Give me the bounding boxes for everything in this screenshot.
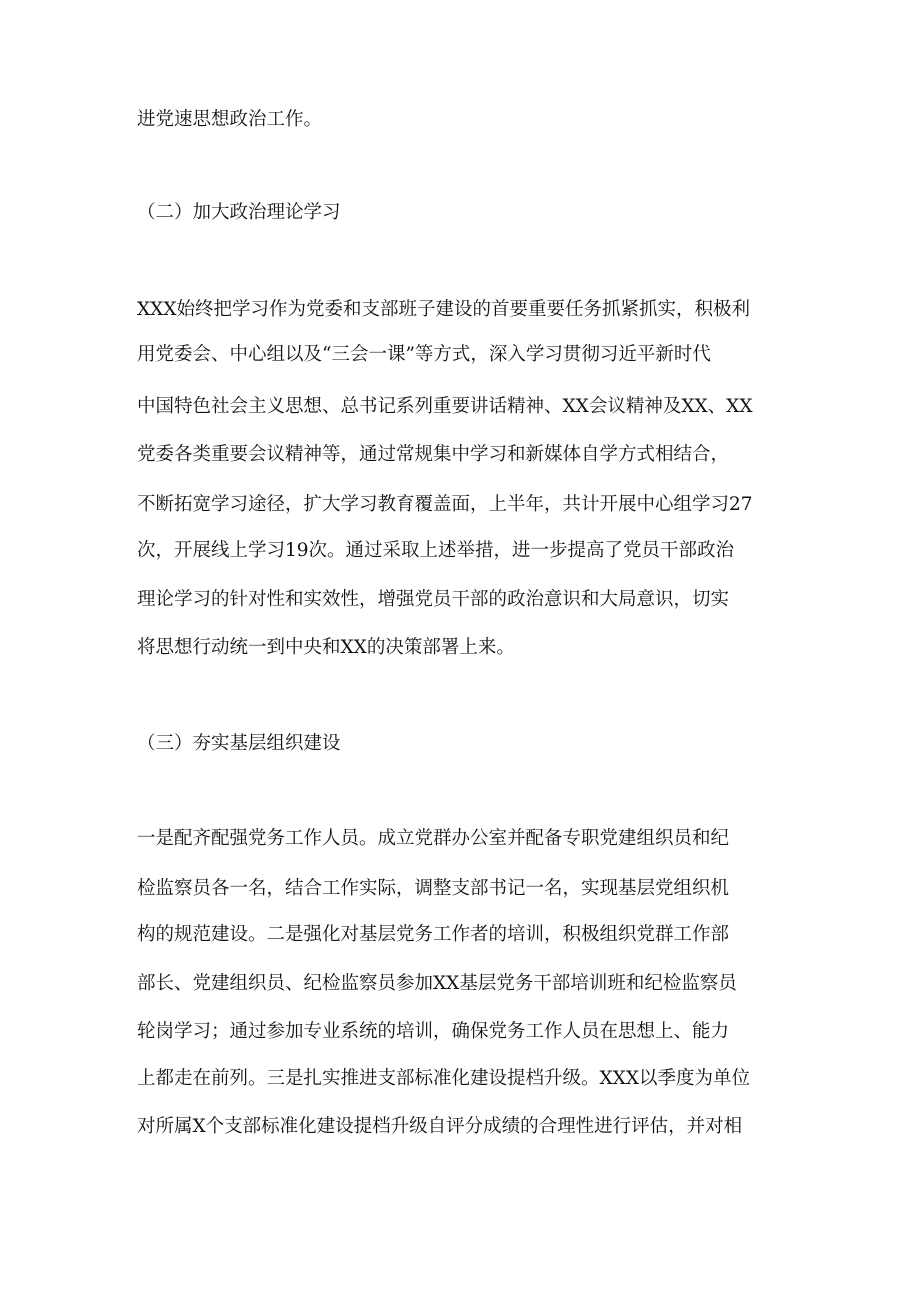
paragraph-line: XXX始终把学习作为党委和支部班子建设的首要重要任务抓紧抓实，积极利 xyxy=(137,299,751,320)
paragraph-line: 将思想行动统一到中央和XX的决策部署上来。 xyxy=(137,637,515,658)
section-2-heading: （二）加大政治理论学习 xyxy=(137,202,341,223)
paragraph-line: 轮岗学习；通过参加专业系统的培训，确保党务工作人员在思想上、能力 xyxy=(137,1021,730,1042)
paragraph-line: 用党委会、中心组以及“三会一课”等方式，深入学习贯彻习近平新时代 xyxy=(137,344,711,365)
intro-paragraph-tail: 进党速思想政治工作。 xyxy=(137,109,323,130)
paragraph-line: 检监察员各一名，结合工作实际，调整支部书记一名，实现基层党组织机 xyxy=(137,878,730,899)
section-3-heading: （三）夯实基层组织建设 xyxy=(137,733,341,754)
paragraph-line: 一是配齐配强党务工作人员。成立党群办公室并配备专职党建组织员和纪 xyxy=(137,828,730,849)
paragraph-line: 上都走在前列。三是扎实推进支部标准化建设提档升级。XXX以季度为单位 xyxy=(137,1068,751,1089)
paragraph-line: 部长、党建组织员、纪检监察员参加XX基层党务干部培训班和纪检监察员 xyxy=(137,973,737,994)
paragraph-line: 次，开展线上学习19次。通过采取上述举措，进一步提高了党员干部政治 xyxy=(137,540,735,561)
paragraph-line: 理论学习的针对性和实效性，增强党员干部的政治意识和大局意识，切实 xyxy=(137,589,730,610)
paragraph-line: 构的规范建设。二是强化对基层党务工作者的培训，积极组织党群工作部 xyxy=(137,924,730,945)
paragraph-line: 中国特色社会主义思想、总书记系列重要讲话精神、XX会议精神及XX、XX xyxy=(137,396,753,417)
paragraph-line: 对所属X个支部标准化建设提档升级自评分成绩的合理性进行评估，并对相 xyxy=(137,1116,743,1137)
paragraph-line: 不断拓宽学习途径，扩大学习教育覆盖面，上半年，共计开展中心组学习27 xyxy=(137,494,753,515)
paragraph-line: 党委各类重要会议精神等，通过常规集中学习和新媒体自学方式相结合， xyxy=(137,444,730,465)
